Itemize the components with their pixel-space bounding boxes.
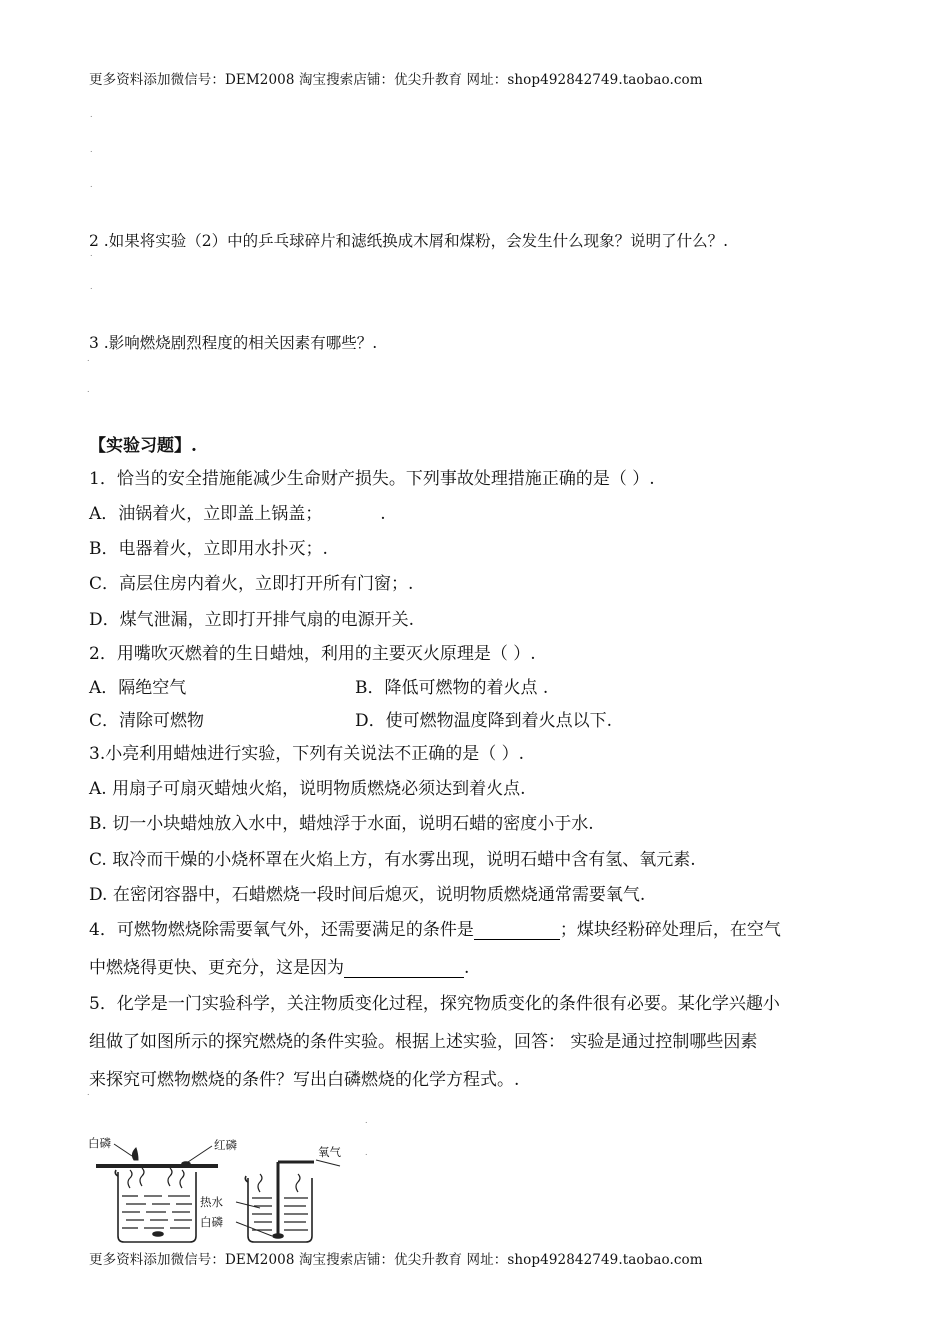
exercise-4-line-2: 中燃烧得更快、更充分，这是因为 . [89,958,470,978]
blank-line-mark: ˙ [364,1154,369,1164]
exercise-3-option-c: C. 取冷而干燥的小烧杯罩在火焰上方，有水雾出现，说明石蜡中含有氢、氧元素. [89,850,696,870]
combustion-experiment-figure [86,1132,356,1246]
blank-line-mark: ˙ [86,360,91,370]
blank-line-mark: ˙ [86,391,91,401]
exercise-5-line-2: 组做了如图所示的探究燃烧的条件实验。根据上述实验，回答： 实验是通过控制哪些因素 [89,1032,758,1052]
blank-line-mark: ˙ [89,288,94,298]
exercise-2-stem: 2．用嘴吹灭燃着的生日蜡烛，利用的主要灭火原理是（ ）. [89,644,536,664]
exercise-1-option-d: D．煤气泄漏，立即打开排气扇的电源开关. [89,610,415,630]
exercise-3-stem: 3.小亮利用蜡烛进行实验，下列有关说法不正确的是（ ）. [89,744,525,764]
exercise-2-option-d: D．使可燃物温度降到着火点以下. [355,711,613,731]
exercise-1-option-b: B．电器着火，立即用水扑灭；. [89,539,328,559]
question-3: 3 .影响燃烧剧烈程度的相关因素有哪些？. [89,334,378,352]
section-title: 【实验习题】. [89,436,197,456]
exercise-2-option-b: B．降低可燃物的着火点 . [355,678,549,698]
footer-banner: 更多资料添加微信号：DEM2008 淘宝搜索店铺：优尖升教育 网址：shop492842749.taobao.com [89,1252,703,1268]
exercise-3-option-d: D. 在密闭容器中，石蜡燃烧一段时间后熄灭，说明物质燃烧通常需要氧气. [89,885,646,905]
exercise-2-option-a: A．隔绝空气 [89,678,187,698]
exercise-1-stem: 1．恰当的安全措施能减少生命财产损失。下列事故处理措施正确的是（ ）. [89,469,655,489]
exercise-1-option-c: C．高层住房内着火，立即打开所有门窗；. [89,574,414,594]
option-end-mark: . [380,504,386,524]
blank-line-mark: ˙ [89,116,94,126]
label-white-phosphorus-bottom: 白磷 [200,1215,223,1229]
exercise-3-option-a: A. 用扇子可扇灭蜡烛火焰，说明物质燃烧必须达到着火点. [89,779,526,799]
blank-line-mark: ˙ [89,151,94,161]
label-oxygen: 氧气 [318,1145,341,1159]
answer-blank[interactable] [344,959,464,978]
exercise-4-line-1: 4．可燃物燃烧除需要氧气外，还需要满足的条件是 ；煤块经粉碎处理后，在空气 [89,920,781,940]
question-2: 2 .如果将实验（2）中的乒乓球碎片和滤纸换成木屑和煤粉，会发生什么现象？说明了什么？. [89,232,729,250]
label-hot-water: 热水 [200,1195,223,1209]
exercise-3-option-b: B. 切一小块蜡烛放入水中，蜡烛浮于水面，说明石蜡的密度小于水. [89,814,594,834]
blank-line-mark: ˙ [89,255,94,265]
blank-line-mark: ˙ [86,1094,91,1104]
exercise-5-line-3: 来探究可燃物燃烧的条件？写出白磷燃烧的化学方程式。. [89,1070,520,1090]
label-red-phosphorus: 红磷 [214,1138,237,1152]
blank-line-mark: ˙ [89,186,94,196]
header-banner: 更多资料添加微信号：DEM2008 淘宝搜索店铺：优尖升教育 网址：shop492842749.taobao.com [89,72,703,88]
answer-blank[interactable] [474,921,560,940]
label-white-phosphorus-top: 白磷 [88,1136,111,1150]
exercise-5-line-1: 5．化学是一门实验科学，关注物质变化过程，探究物质变化的条件很有必要。某化学兴趣小 [89,994,780,1014]
exercise-2-option-c: C．清除可燃物 [89,711,205,731]
exercise-1-option-a: A．油锅着火，立即盖上锅盖； . [89,504,386,524]
blank-line-mark: ˙ [364,1122,369,1132]
